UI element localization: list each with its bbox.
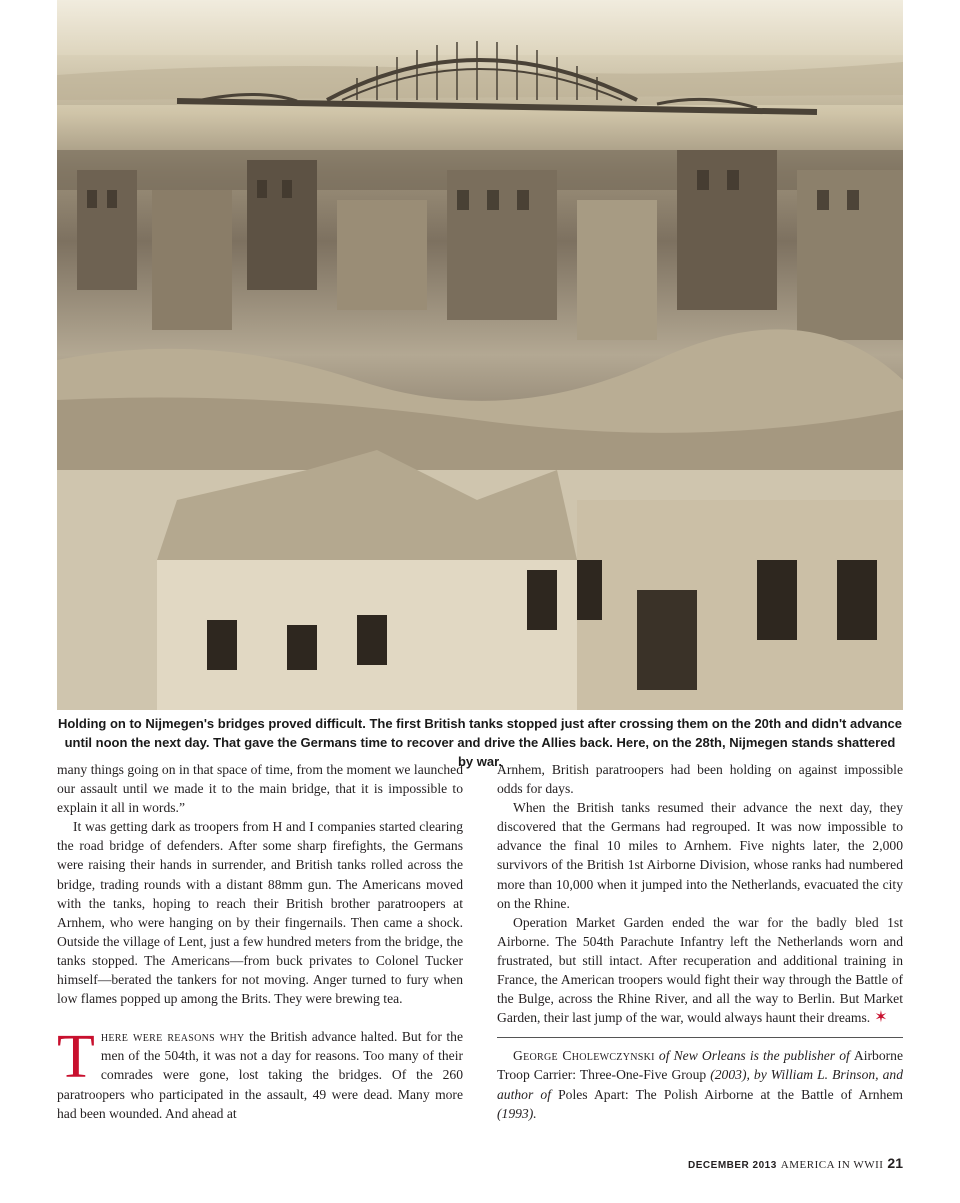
right-paragraph-3 [497,913,903,1028]
book-title-2: Poles Apart: The Polish Airborne at the Battle of Arnhem [558,1086,903,1102]
footer-publication: AMERICA IN WWII [780,1159,884,1171]
footer-date: DECEMBER 2013 [688,1160,777,1171]
left-paragraph-3 [57,1023,463,1122]
page-footer [688,1155,903,1171]
divider [497,1037,903,1038]
war-photo-nijmegen [57,0,903,710]
drop-cap: T [57,1023,95,1092]
city-buildings [57,150,903,340]
left-paragraph-1: many things going on in that space of time, from the moment we launched our assault until we made it to the main bridge, that it is impossible to explain it all in words.” [57,762,463,816]
photo-caption: Holding on to Nijmegen's bridges proved difficult. The first British tanks stopped just after crossing them on the 20th and didn't advance until noon the next day. That gave the Germans time to recover and drive the Allies back. Here, on the 28th, Nijmegen stands shattered by war. [57,716,903,769]
ruined-walls [57,450,903,710]
left-column [57,760,463,1123]
bio-text-3: (1993). [497,1105,537,1121]
bio-text-2: (2003), by William L. Brinson, and author of [497,1067,903,1102]
book-title-1: Airborne Troop Carrier: Three-One-Five Group [497,1048,903,1083]
right-column [497,760,903,1123]
section-gap [57,1008,463,1027]
end-star-icon: ✶ [874,1009,888,1027]
left-paragraph-3-text: the British advance halted. But for the men of the 504th, it was not a day for reasons. Too many of their comrades were gone, lost taking the bridges. Of the 260 paratroopers who participated in the assault, 49 were dead. Many more had been wounded. And ahead at [57,1029,463,1121]
photo-illustration [57,0,903,710]
right-paragraph-2: When the British tanks resumed their advance the next day, they discovered that the Germans had regrouped. It was now impossible to advance the final 10 miles to Arnhem. Five nights later, the 2,000 survivors of the British 1st Airborne Division, whose ranks had numbered more than 10,000 when it jumped into the Netherlands, evacuated the city on the Rhine. [497,800,903,911]
small-caps-lead: here were reasons why [100,1029,245,1045]
author-bio [497,1046,903,1122]
right-paragraph-1: Arnhem, British paratroopers had been holding on against impossible odds for days. [497,762,903,797]
page-number: 21 [887,1155,903,1171]
left-paragraph-2: It was getting dark as troopers from H and I companies started clearing the road bridge of defenders. After some sharp firefights, the Germans were raising their hands in surrender, and British tanks rolled across the bridge, trading rounds with a distant 88mm gun. The Americans moved with the tanks, hoping to reach their British brother paratroopers at Arnhem, who were hanging on by their fingernails. Then came a shock. Outside the village of Lent, just a few hundred meters from the bridge, the tanks stopped. The Americans—from buck privates to Colonel Tucker himself—berated the tankers for not moving. Anger turned to fury when low flames popped up among the Brits. They were brewing tea. [57,819,463,1007]
bio-text-1: of New Orleans is the publisher of [654,1048,854,1064]
author-name: George Cholewczynski [513,1048,655,1064]
right-paragraph-3-text: Operation Market Garden ended the war for the badly bled 1st Airborne. The 504th Parachute Infantry left the Netherlands worn and frustrated, but still intact. After recuperation and additional training in France, the American troopers would fight their way through the Battle of the Bulge, across the Rhine River, and all the way to Berlin. But Market Garden, their last jump of the war, would always haunt their dreams. [497,914,903,1026]
